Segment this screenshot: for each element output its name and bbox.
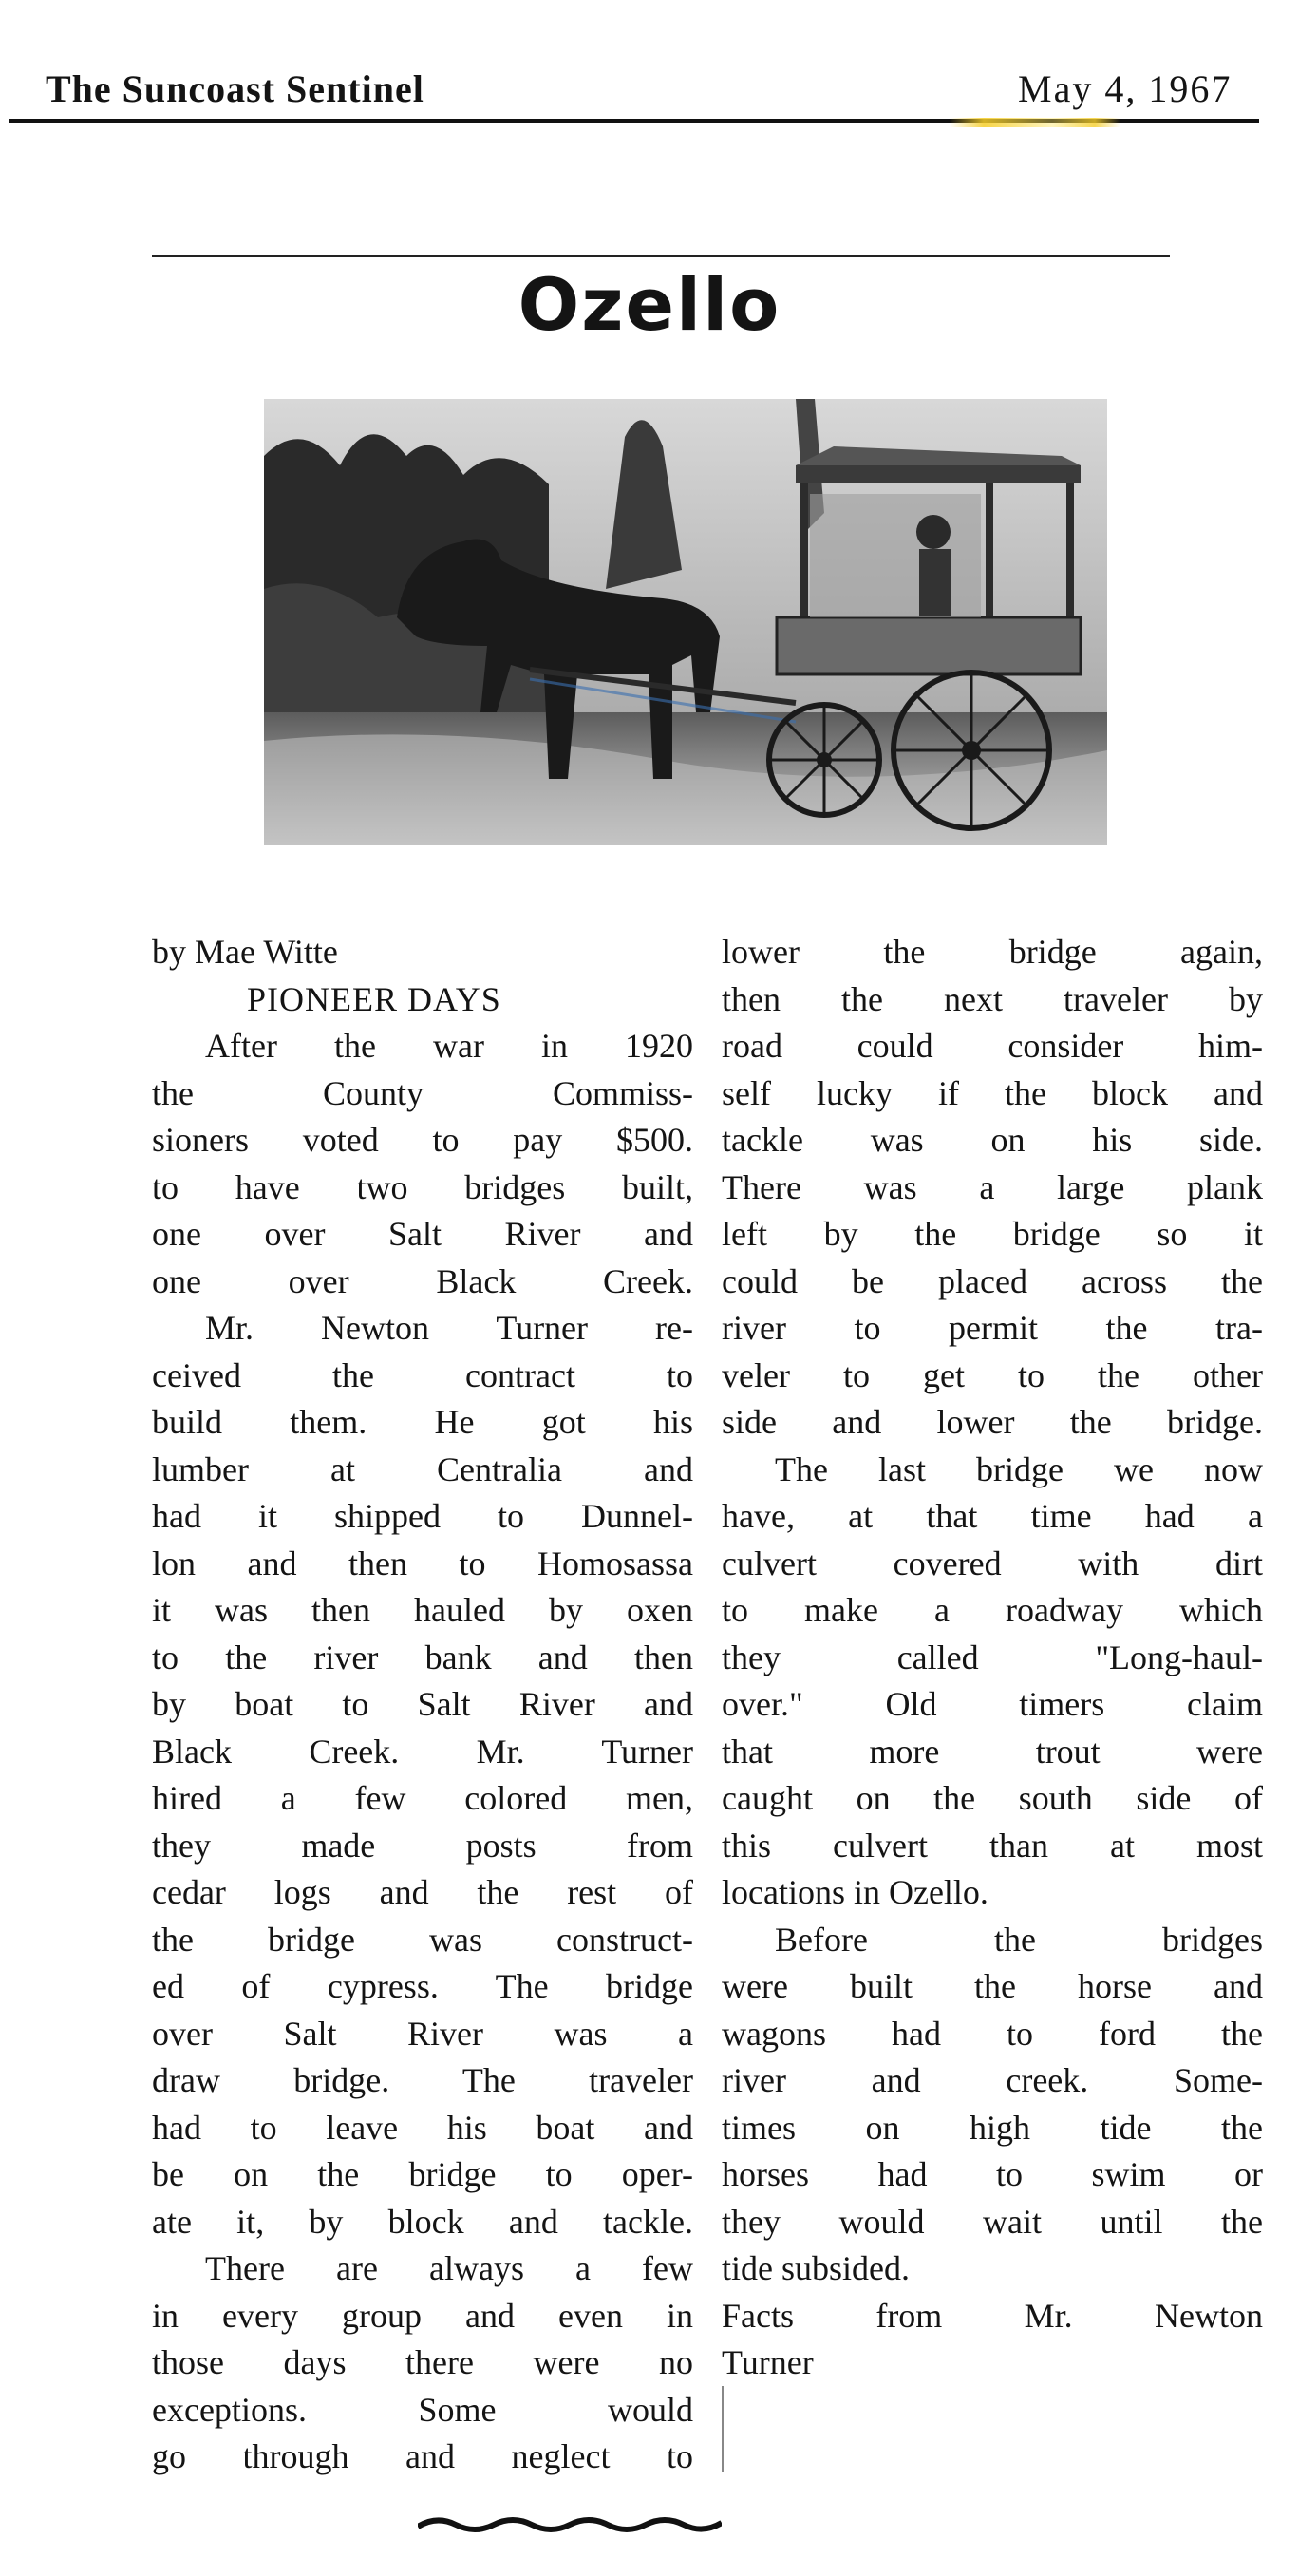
text-line: lower the bridge again, xyxy=(722,933,1263,971)
text-line: tackle was on his side. xyxy=(722,1121,1263,1159)
article-headline: Ozello xyxy=(518,262,781,347)
masthead xyxy=(0,0,1299,133)
text-line: it was then hauled by oxen xyxy=(152,1591,693,1629)
text-line: then the next traveler by xyxy=(722,979,1263,1018)
text-line: hired a few colored men, xyxy=(152,1779,693,1817)
text-line: to have two bridges built, xyxy=(152,1167,693,1206)
horse-drawn-wagon-photo xyxy=(264,399,1107,845)
subheading: PIONEER DAYS xyxy=(247,979,501,1018)
text-line: they called "Long-haul- xyxy=(722,1638,1263,1676)
text-line: Black Creek. Mr. Turner xyxy=(152,1732,693,1771)
text-line: lumber at Centralia and xyxy=(152,1449,693,1488)
text-line: cedar logs and the rest of xyxy=(152,1873,693,1911)
end-of-article-mark xyxy=(418,2511,722,2536)
text-line: There are always a few xyxy=(205,2249,693,2287)
text-line: this culvert than at most xyxy=(722,1826,1263,1865)
text-line: one over Black Creek. xyxy=(152,1261,693,1300)
text-line: horses had to swim or xyxy=(722,2155,1263,2193)
text-line: the bridge was construct- xyxy=(152,1920,693,1959)
text-line: times on high tide the xyxy=(722,2108,1263,2147)
text-line: The last bridge we now xyxy=(775,1449,1263,1488)
text-line: Before the bridges xyxy=(775,1920,1263,1959)
text-line: ceived the contract to xyxy=(152,1355,693,1394)
text-line: side and lower the bridge. xyxy=(722,1403,1263,1441)
text-line: Facts from Mr. Newton xyxy=(722,2296,1263,2335)
text-line: build them. He got his xyxy=(152,1403,693,1441)
text-line: tide subsided. xyxy=(722,2249,910,2287)
text-line: those days there were no xyxy=(152,2343,693,2381)
photo-graphic xyxy=(264,399,1107,845)
newspaper-name: The Suncoast Sentinel xyxy=(46,67,424,110)
text-line: they would wait until the xyxy=(722,2202,1263,2241)
text-line: self lucky if the block and xyxy=(722,1073,1263,1112)
issue-date: May 4, 1967 xyxy=(1018,67,1233,110)
text-line: in every group and even in xyxy=(152,2296,693,2335)
squiggle-line xyxy=(418,2511,722,2536)
article-top-rule xyxy=(152,255,1170,257)
highlight-smudge xyxy=(950,118,1120,127)
byline: by Mae Witte xyxy=(152,933,338,971)
text-line: could be placed across the xyxy=(722,1261,1263,1300)
text-line: be on the bridge to oper- xyxy=(152,2155,693,2193)
text-line: they made posts from xyxy=(152,1826,693,1865)
text-line: go through and neglect to xyxy=(152,2437,693,2475)
text-line: culvert covered with dirt xyxy=(722,1544,1263,1582)
text-line: over." Old timers claim xyxy=(722,1685,1263,1723)
text-line: After the war in 1920 xyxy=(205,1027,693,1065)
text-line: wagons had to ford the xyxy=(722,2014,1263,2053)
text-line: There was a large plank xyxy=(722,1167,1263,1206)
text-line: Mr. Newton Turner re- xyxy=(205,1309,693,1347)
article-column-left xyxy=(152,929,693,2481)
text-line: to the river bank and then xyxy=(152,1638,693,1676)
text-line: by boat to Salt River and xyxy=(152,1685,693,1723)
text-line: to make a roadway which xyxy=(722,1591,1263,1629)
text-line: have, at that time had a xyxy=(722,1497,1263,1535)
text-line: ed of cypress. The bridge xyxy=(152,1967,693,2005)
text-line: caught on the south side of xyxy=(722,1779,1263,1817)
column-divider xyxy=(722,2386,724,2472)
text-line: ate it, by block and tackle. xyxy=(152,2202,693,2241)
text-line: were built the horse and xyxy=(722,1967,1263,2005)
text-line: draw bridge. The traveler xyxy=(152,2061,693,2099)
text-line: Turner xyxy=(722,2343,814,2381)
article-column-right xyxy=(722,929,1263,2387)
text-line: one over Salt River and xyxy=(152,1215,693,1253)
text-line: sioners voted to pay $500. xyxy=(152,1121,693,1159)
text-line: over Salt River was a xyxy=(152,2014,693,2053)
text-line: locations in Ozello. xyxy=(722,1873,988,1911)
text-line: had to leave his boat and xyxy=(152,2108,693,2147)
text-line: had it shipped to Dunnel- xyxy=(152,1497,693,1535)
text-line: river to permit the tra- xyxy=(722,1309,1263,1347)
text-line: the County Commiss- xyxy=(152,1073,693,1112)
text-line: left by the bridge so it xyxy=(722,1215,1263,1253)
text-line: veler to get to the other xyxy=(722,1355,1263,1394)
text-line: river and creek. Some- xyxy=(722,2061,1263,2099)
text-line: exceptions. Some would xyxy=(152,2390,693,2429)
text-line: that more trout were xyxy=(722,1732,1263,1771)
text-line: lon and then to Homosassa xyxy=(152,1544,693,1582)
text-line: road could consider him- xyxy=(722,1027,1263,1065)
